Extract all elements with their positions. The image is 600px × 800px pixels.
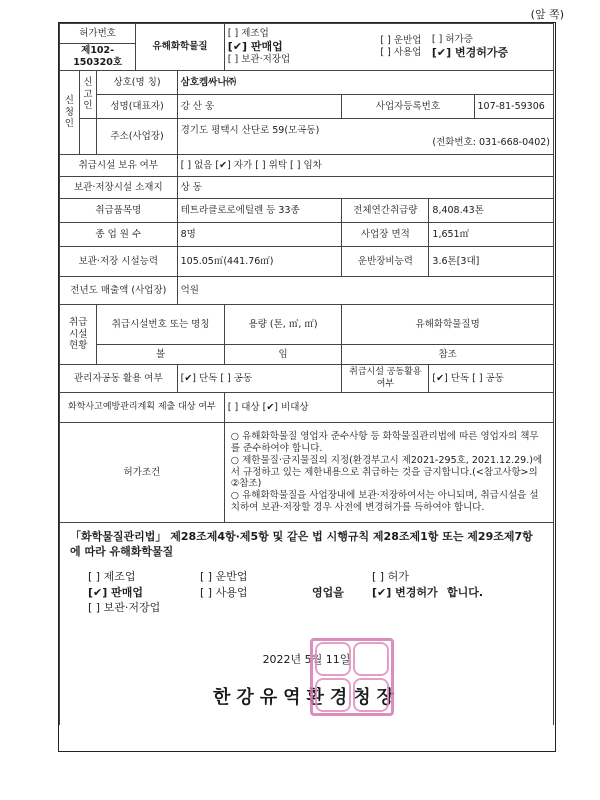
legal-permit: [ ] 허가 — [372, 569, 409, 583]
phone-number: (전화번호: 031-668-0402) — [432, 136, 550, 148]
front-page-label: (앞 쪽) — [530, 8, 564, 21]
reporter-label: 신고인 — [79, 71, 97, 119]
legal-business-word: 영업을 — [312, 585, 344, 599]
legal-statement: 「화학물질관리법」 제28조제4항·제5항 및 같은 법 시행규칙 제28조제1항 또는 제29조제7항에 따라 유해화학물질 — [70, 530, 533, 559]
permit-form — [58, 22, 556, 752]
condition-3: ○ 유해화학물질을 사업장내에 보관·저장하여서는 아니되며, 취급시설을 설치하여 보관·저장할 경우 사전에 변경허가를 득하여야 합니다. — [230, 490, 539, 514]
storage-location-label: 보관·저장시설 소재지 — [60, 177, 178, 199]
site-area-value: 1,651㎡ — [429, 223, 554, 247]
storage-capacity-value: 105.05㎥(441.76㎡) — [177, 247, 342, 277]
substance-header: 유해화학물질명 — [342, 305, 554, 345]
joint-facility-value: [✔] 단독 [ ] 공동 — [429, 365, 554, 393]
business-type-grid — [88, 570, 543, 615]
facility-ownership-label: 취급시설 보유 여부 — [60, 155, 178, 177]
registration-label: 사업자등록번호 — [342, 95, 474, 119]
substance-value: 참조 — [342, 345, 554, 365]
items-value: 테트라클로로에틸렌 등 33종 — [177, 199, 342, 223]
address-label: 주소(사업장) — [97, 119, 177, 155]
check-sales: [✔] 판매업 — [227, 40, 283, 54]
issue-date: 2022년 5월 11일 — [262, 653, 351, 667]
accident-plan-label: 화학사고예방관리계획 제출 대상 여부 — [60, 393, 225, 423]
legal-sales: [✔] 판매업 — [88, 585, 143, 599]
address-value: 경기도 평택시 산단로 59(모곡동) — [180, 124, 320, 136]
sales-label: 전년도 매출액 (사업장) — [60, 277, 178, 305]
check-change-permit: [✔] 변경허가증 — [431, 46, 509, 60]
annual-amount-label: 전체연간취급량 — [342, 199, 429, 223]
permit-table — [59, 23, 554, 725]
check-use: [ ] 사용업 — [380, 47, 422, 58]
joint-manager-value: [✔] 단독 [ ] 공동 — [177, 365, 342, 393]
legal-transport: [ ] 운반업 — [200, 569, 248, 583]
permit-number-label: 허가번호 — [60, 24, 136, 44]
legal-closing: 합니다. — [447, 585, 484, 599]
issuing-authority: 한강유역환경청장 — [212, 686, 401, 708]
condition-2: ○ 제한물질·금지물질의 지정(환경부고시 제2021-295호, 2021.12.29.)에서 규정하고 있는 제한내용으로 취급하는 것을 금지합니다.(<참고사항>의 ②참조) — [230, 454, 543, 490]
facility-ownership-value: [ ] 없음 [✔] 자가 [ ] 위탁 [ ] 임차 — [177, 155, 553, 177]
permit-category: 유해화학물질 — [136, 24, 225, 71]
transport-capacity-label: 운반장비능력 — [342, 247, 429, 277]
staff-label: 종 업 원 수 — [60, 223, 178, 247]
check-manufacture: [ ] 제조업 — [227, 28, 269, 40]
facility-status-label: 취급 시설 현황 — [60, 305, 97, 365]
official-seal-icon — [310, 638, 394, 716]
accident-plan-value: [ ] 대상 [✔] 비대상 — [224, 393, 553, 423]
legal-change-permit: [✔] 변경허가 — [372, 585, 438, 599]
legal-manufacture: [ ] 제조업 — [88, 569, 136, 583]
items-label: 취급품목명 — [60, 199, 178, 223]
legal-storage: [ ] 보관·저장업 — [88, 601, 161, 615]
facility-capacity-header: 용량 (톤, ㎥, ㎡) — [224, 305, 342, 345]
permit-number: 제102-150320호 — [60, 44, 136, 71]
facility-capacity-value: 임 — [224, 345, 342, 365]
representative-label: 성명(대표자) — [97, 95, 177, 119]
check-storage: [ ] 보관·저장업 — [227, 53, 291, 65]
registration-number: 107-81-59306 — [474, 95, 554, 119]
staff-value: 8명 — [177, 223, 342, 247]
facility-name-header: 취급시설번호 또는 명칭 — [97, 305, 224, 345]
storage-capacity-label: 보관·저장 시설능력 — [60, 247, 178, 277]
company-name: 삼호켐싸나㈜ — [177, 71, 553, 95]
facility-name-value: 볼 — [97, 345, 224, 365]
check-permit: [ ] 허가증 — [431, 34, 473, 46]
conditions-label: 허가조건 — [60, 423, 225, 523]
joint-facility-label: 취급시설 공동활용 여부 — [342, 365, 429, 393]
joint-manager-label: 관리자공동 활용 여부 — [60, 365, 178, 393]
representative-name: 강 산 웅 — [177, 95, 342, 119]
applicant-group-label: 신청인 — [60, 71, 80, 155]
annual-amount-value: 8,408.43톤 — [429, 199, 554, 223]
transport-capacity-value: 3.6톤[3대] — [429, 247, 554, 277]
condition-1: ○ 유해화학물질 영업자 준수사항 등 화학물질관리법에 따른 영업자의 책무를 준수하여야 합니다. — [230, 430, 539, 454]
storage-location-value: 상 동 — [177, 177, 553, 199]
sales-value: 억원 — [177, 277, 553, 305]
check-transport: [ ] 운반업 — [380, 35, 422, 47]
site-area-label: 사업장 면적 — [342, 223, 429, 247]
company-label: 상호(명 칭) — [97, 71, 177, 95]
legal-use: [ ] 사용업 — [200, 585, 248, 599]
